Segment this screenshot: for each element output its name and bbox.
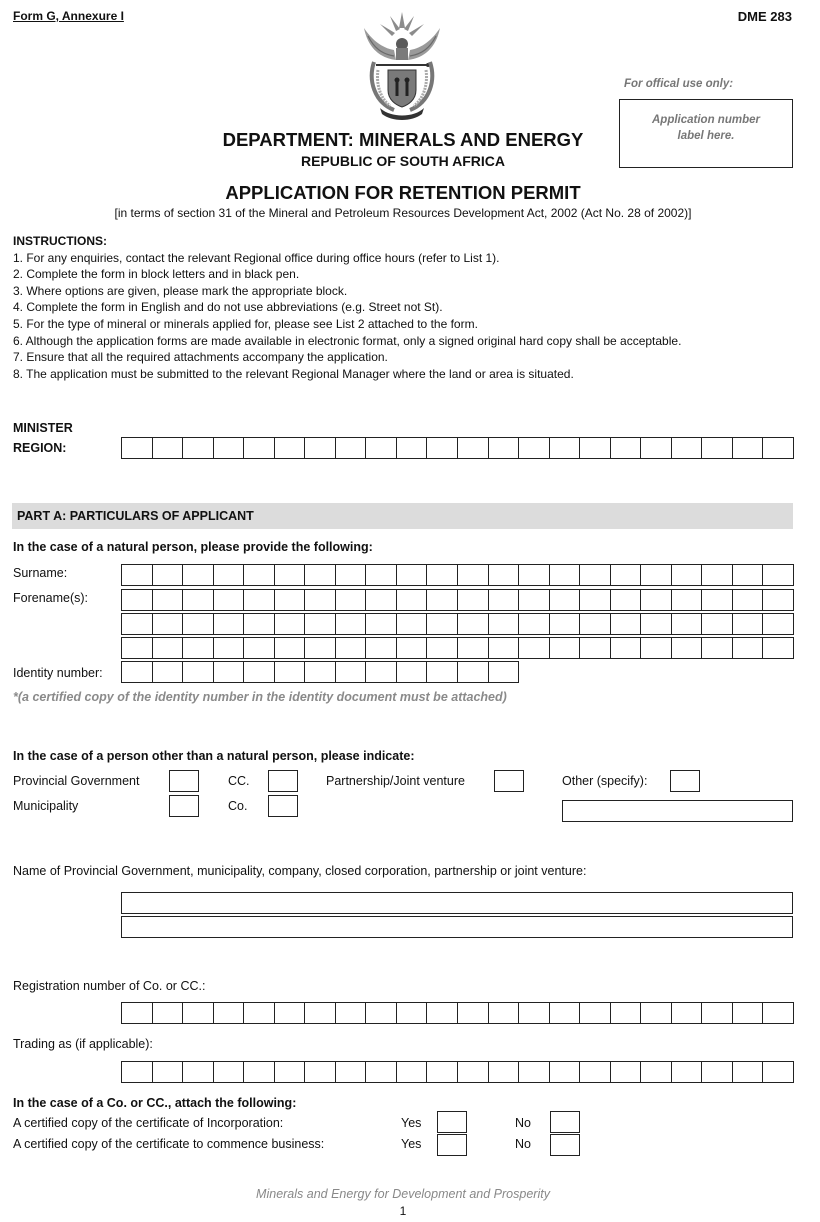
incorporation-yes-label: Yes (401, 1116, 422, 1130)
character-box[interactable] (183, 1062, 214, 1082)
character-box[interactable] (122, 565, 153, 585)
character-box[interactable] (122, 1003, 153, 1023)
character-box[interactable] (397, 662, 428, 682)
character-box[interactable] (305, 590, 336, 610)
character-box[interactable] (702, 565, 733, 585)
character-box[interactable] (275, 638, 306, 658)
other-checkbox[interactable] (670, 770, 700, 792)
surname-input[interactable] (121, 564, 794, 586)
partnership-checkbox[interactable] (494, 770, 524, 792)
character-box[interactable] (305, 662, 336, 682)
character-box[interactable] (611, 614, 642, 634)
character-box[interactable] (763, 1062, 794, 1082)
character-box[interactable] (397, 590, 428, 610)
character-box[interactable] (580, 438, 611, 458)
character-box[interactable] (763, 590, 794, 610)
character-box[interactable] (336, 662, 367, 682)
character-box[interactable] (397, 1062, 428, 1082)
character-box[interactable] (763, 614, 794, 634)
character-box[interactable] (519, 614, 550, 634)
character-box[interactable] (244, 565, 275, 585)
character-box[interactable] (366, 638, 397, 658)
co-label: Co. (228, 799, 248, 813)
republic-subtitle: REPUBLIC OF SOUTH AFRICA (300, 153, 506, 169)
character-box[interactable] (519, 638, 550, 658)
character-box[interactable] (550, 1062, 581, 1082)
trading-as-label: Trading as (if applicable): (13, 1037, 153, 1051)
cc-label: CC. (228, 774, 250, 788)
character-box[interactable] (305, 565, 336, 585)
partnership-label: Partnership/Joint venture (326, 774, 465, 788)
commence-business-yes-checkbox[interactable] (437, 1134, 467, 1156)
character-box[interactable] (580, 614, 611, 634)
character-box[interactable] (397, 614, 428, 634)
entity-name-input-line-2[interactable] (121, 916, 793, 938)
character-box[interactable] (183, 565, 214, 585)
character-box[interactable] (244, 614, 275, 634)
character-box[interactable] (427, 565, 458, 585)
character-box[interactable] (458, 662, 489, 682)
character-box[interactable] (763, 565, 794, 585)
character-box[interactable] (519, 565, 550, 585)
character-box[interactable] (489, 614, 520, 634)
application-title: APPLICATION FOR RETENTION PERMIT (225, 182, 581, 203)
character-box[interactable] (458, 590, 489, 610)
instruction-item: 7. Ensure that all the required attachments accompany the application. (13, 350, 388, 365)
instruction-item: 3. Where options are given, please mark the appropriate block. (13, 283, 348, 298)
character-box[interactable] (275, 614, 306, 634)
character-box[interactable] (153, 638, 184, 658)
forenames-input-line-3[interactable] (121, 637, 794, 659)
character-box[interactable] (733, 565, 764, 585)
identity-note: *(a certified copy of the identity number in the identity document must be attached) (13, 690, 507, 704)
identity-number-label: Identity number: (13, 666, 103, 680)
character-box[interactable] (427, 662, 458, 682)
character-box[interactable] (122, 1062, 153, 1082)
attachments-heading: In the case of a Co. or CC., attach the following: (13, 1096, 297, 1110)
character-box[interactable] (489, 1062, 520, 1082)
character-box[interactable] (672, 614, 703, 634)
character-box[interactable] (702, 1062, 733, 1082)
character-box[interactable] (489, 590, 520, 610)
character-box[interactable] (580, 590, 611, 610)
character-box[interactable] (122, 614, 153, 634)
character-box[interactable] (611, 1062, 642, 1082)
character-box[interactable] (458, 565, 489, 585)
character-box[interactable] (519, 1062, 550, 1082)
entity-name-input-line-1[interactable] (121, 892, 793, 914)
character-box[interactable] (580, 565, 611, 585)
character-box[interactable] (550, 614, 581, 634)
instruction-item: 2. Complete the form in block letters and in black pen. (13, 267, 300, 282)
character-box[interactable] (733, 638, 764, 658)
character-box[interactable] (336, 565, 367, 585)
character-box[interactable] (305, 638, 336, 658)
character-box[interactable] (397, 565, 428, 585)
character-box[interactable] (122, 662, 153, 682)
character-box[interactable] (366, 614, 397, 634)
character-box[interactable] (275, 438, 306, 458)
character-box[interactable] (672, 1062, 703, 1082)
forenames-label: Forename(s): (13, 591, 89, 605)
character-box[interactable] (244, 1003, 275, 1023)
character-box[interactable] (550, 1003, 581, 1023)
character-box[interactable] (214, 1062, 245, 1082)
character-box[interactable] (702, 438, 733, 458)
character-box[interactable] (153, 1062, 184, 1082)
incorporation-yes-checkbox[interactable] (437, 1111, 467, 1133)
character-box[interactable] (458, 438, 489, 458)
character-box[interactable] (458, 1062, 489, 1082)
character-box[interactable] (153, 662, 184, 682)
character-box[interactable] (427, 1062, 458, 1082)
character-box[interactable] (733, 1003, 764, 1023)
character-box[interactable] (153, 565, 184, 585)
instruction-item: 8. The application must be submitted to the relevant Regional Manager where the land or area is situated. (13, 366, 574, 381)
character-box[interactable] (336, 1062, 367, 1082)
instructions (13, 233, 681, 382)
character-box[interactable] (580, 1003, 611, 1023)
character-box[interactable] (336, 1003, 367, 1023)
character-box[interactable] (122, 590, 153, 610)
identity-number-input[interactable] (121, 661, 519, 683)
character-box[interactable] (489, 1003, 520, 1023)
instruction-item: 1. For any enquiries, contact the relevant Regional office during office hours (refer to List 1). (13, 250, 500, 265)
character-box[interactable] (519, 438, 550, 458)
character-box[interactable] (153, 438, 184, 458)
character-box[interactable] (763, 438, 794, 458)
character-box[interactable] (244, 438, 275, 458)
character-box[interactable] (275, 1062, 306, 1082)
form-reference: Form G, Annexure I (13, 9, 124, 23)
character-box[interactable] (427, 1003, 458, 1023)
footer-motto: Minerals and Energy for Development and Prosperity (256, 1187, 550, 1201)
character-box[interactable] (183, 590, 214, 610)
character-box[interactable] (244, 1062, 275, 1082)
character-box[interactable] (122, 638, 153, 658)
character-box[interactable] (275, 590, 306, 610)
municipality-checkbox[interactable] (169, 795, 199, 817)
instruction-item: 6. Although the application forms are made available in electronic format, only a signed original hard copy shall be acceptable. (13, 333, 682, 348)
official-box-line1: Application number (652, 113, 760, 126)
character-box[interactable] (427, 590, 458, 610)
character-box[interactable] (641, 590, 672, 610)
municipality-label: Municipality (13, 799, 79, 813)
character-box[interactable] (366, 438, 397, 458)
character-box[interactable] (672, 590, 703, 610)
character-box[interactable] (214, 565, 245, 585)
character-box[interactable] (275, 565, 306, 585)
act-reference: [in terms of section 31 of the Mineral and Petroleum Resources Development Act, 2002 (Act No. 28 of 2002)] (114, 206, 692, 220)
character-box[interactable] (214, 1003, 245, 1023)
provincial-government-label: Provincial Government (13, 774, 140, 788)
character-box[interactable] (733, 614, 764, 634)
character-box[interactable] (275, 662, 306, 682)
natural-person-heading: In the case of a natural person, please provide the following: (13, 540, 373, 554)
character-box[interactable] (702, 638, 733, 658)
page-number: 1 (399, 1204, 407, 1218)
character-box[interactable] (183, 638, 214, 658)
cc-checkbox[interactable] (268, 770, 298, 792)
character-box[interactable] (641, 1062, 672, 1082)
character-box[interactable] (183, 662, 214, 682)
registration-number-label: Registration number of Co. or CC.: (13, 979, 206, 993)
character-box[interactable] (397, 438, 428, 458)
character-box[interactable] (611, 638, 642, 658)
character-box[interactable] (672, 565, 703, 585)
character-box[interactable] (611, 590, 642, 610)
other-specify-input[interactable] (562, 800, 793, 822)
commence-business-no-label: No (515, 1137, 531, 1151)
character-box[interactable] (489, 565, 520, 585)
character-box[interactable] (153, 1003, 184, 1023)
character-box[interactable] (763, 638, 794, 658)
region-label: REGION: (13, 441, 67, 455)
character-box[interactable] (214, 614, 245, 634)
character-box[interactable] (672, 1003, 703, 1023)
character-box[interactable] (763, 1003, 794, 1023)
character-box[interactable] (611, 565, 642, 585)
character-box[interactable] (641, 1003, 672, 1023)
official-box-line2: label here. (677, 129, 735, 142)
character-box[interactable] (489, 438, 520, 458)
character-box[interactable] (214, 638, 245, 658)
incorporation-certificate-label: A certified copy of the certificate of Incorporation: (13, 1116, 284, 1130)
character-box[interactable] (305, 438, 336, 458)
official-use-label: For offical use only: (624, 78, 734, 90)
character-box[interactable] (427, 614, 458, 634)
character-box[interactable] (702, 1003, 733, 1023)
character-box[interactable] (336, 590, 367, 610)
character-box[interactable] (366, 1062, 397, 1082)
forenames-input-line-1[interactable] (121, 589, 794, 611)
character-box[interactable] (183, 1003, 214, 1023)
character-box[interactable] (122, 438, 153, 458)
form-code: DME 283 (737, 9, 792, 24)
character-box[interactable] (611, 438, 642, 458)
trading-as-input[interactable] (121, 1061, 794, 1083)
character-box[interactable] (397, 1003, 428, 1023)
character-box[interactable] (672, 638, 703, 658)
character-box[interactable] (519, 1003, 550, 1023)
entity-name-label: Name of Provincial Government, municipality, company, closed corporation, partnership or joint venture: (13, 864, 587, 878)
minister-region-input[interactable] (121, 437, 794, 459)
character-box[interactable] (733, 590, 764, 610)
forenames-input-line-2[interactable] (121, 613, 794, 635)
registration-number-input[interactable] (121, 1002, 794, 1024)
character-box[interactable] (153, 614, 184, 634)
character-box[interactable] (366, 565, 397, 585)
character-box[interactable] (183, 614, 214, 634)
character-box[interactable] (733, 1062, 764, 1082)
other-person-heading: In the case of a person other than a natural person, please indicate: (13, 749, 415, 763)
character-box[interactable] (214, 590, 245, 610)
character-box[interactable] (244, 662, 275, 682)
character-box[interactable] (580, 638, 611, 658)
character-box[interactable] (244, 638, 275, 658)
instruction-item: 5. For the type of mineral or minerals applied for, please see List 2 attached to the form. (13, 316, 478, 331)
instruction-item: 4. Complete the form in English and do not use abbreviations (e.g. Street not St). (13, 300, 443, 315)
character-box[interactable] (305, 1003, 336, 1023)
incorporation-no-checkbox[interactable] (550, 1111, 580, 1133)
part-a-title: PART A: PARTICULARS OF APPLICANT (17, 509, 254, 523)
character-box[interactable] (550, 438, 581, 458)
character-box[interactable] (550, 565, 581, 585)
character-box[interactable] (580, 1062, 611, 1082)
character-box[interactable] (550, 590, 581, 610)
character-box[interactable] (336, 438, 367, 458)
character-box[interactable] (397, 638, 428, 658)
character-box[interactable] (183, 438, 214, 458)
character-box[interactable] (641, 438, 672, 458)
commence-business-certificate-label: A certified copy of the certificate to commence business: (13, 1137, 325, 1151)
character-box[interactable] (672, 438, 703, 458)
character-box[interactable] (305, 614, 336, 634)
character-box[interactable] (611, 1003, 642, 1023)
character-box[interactable] (366, 662, 397, 682)
character-box[interactable] (244, 590, 275, 610)
surname-label: Surname: (13, 566, 68, 580)
character-box[interactable] (427, 638, 458, 658)
character-box[interactable] (214, 438, 245, 458)
coat-of-arms-icon (360, 10, 444, 120)
character-box[interactable] (153, 590, 184, 610)
character-box[interactable] (489, 638, 520, 658)
character-box[interactable] (214, 662, 245, 682)
character-box[interactable] (336, 614, 367, 634)
character-box[interactable] (550, 638, 581, 658)
character-box[interactable] (305, 1062, 336, 1082)
commence-business-no-checkbox[interactable] (550, 1134, 580, 1156)
character-box[interactable] (275, 1003, 306, 1023)
minister-label: MINISTER (13, 421, 73, 435)
character-box[interactable] (458, 614, 489, 634)
character-box[interactable] (458, 638, 489, 658)
incorporation-no-label: No (515, 1116, 531, 1130)
instructions-heading: INSTRUCTIONS: (13, 234, 107, 248)
department-title: DEPARTMENT: MINERALS AND ENERGY (222, 129, 584, 150)
character-box[interactable] (702, 590, 733, 610)
character-box[interactable] (366, 1003, 397, 1023)
character-box[interactable] (641, 614, 672, 634)
other-specify-label: Other (specify): (562, 774, 648, 788)
character-box[interactable] (733, 438, 764, 458)
character-box[interactable] (489, 662, 520, 682)
character-box[interactable] (702, 614, 733, 634)
character-box[interactable] (366, 590, 397, 610)
co-checkbox[interactable] (268, 795, 298, 817)
character-box[interactable] (641, 565, 672, 585)
character-box[interactable] (336, 638, 367, 658)
character-box[interactable] (519, 590, 550, 610)
character-box[interactable] (641, 638, 672, 658)
character-box[interactable] (427, 438, 458, 458)
provincial-government-checkbox[interactable] (169, 770, 199, 792)
character-box[interactable] (458, 1003, 489, 1023)
commence-business-yes-label: Yes (401, 1137, 422, 1151)
